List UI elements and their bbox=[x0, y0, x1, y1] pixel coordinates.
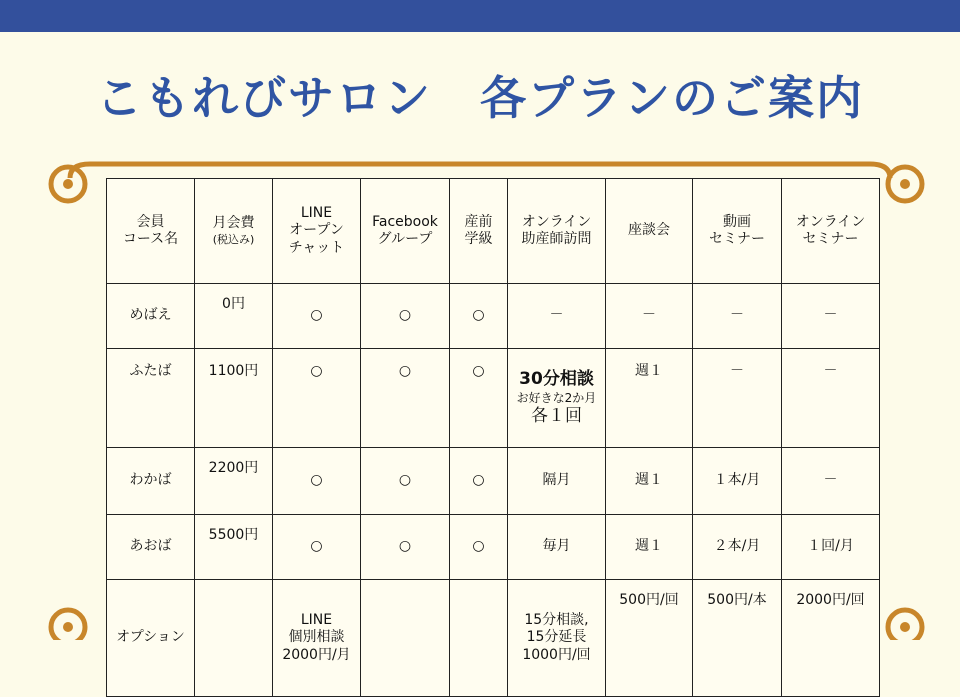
talk-cell: 週１ bbox=[606, 515, 693, 580]
talk-cell: 週１ bbox=[606, 349, 693, 448]
header-course: 会員 コース名 bbox=[107, 179, 195, 284]
table-row bbox=[107, 284, 880, 349]
course-name: わかば bbox=[107, 448, 195, 515]
line-cell: ○ bbox=[273, 284, 361, 349]
fee-cell: 2200円 bbox=[195, 448, 273, 515]
talk-cell: － bbox=[606, 284, 693, 349]
online-visit-cell: － bbox=[508, 284, 606, 349]
fee-cell: 1100円 bbox=[195, 349, 273, 448]
header-facebook: Facebook グループ bbox=[361, 179, 450, 284]
table-row bbox=[107, 448, 880, 515]
header-video: 動画 セミナー bbox=[693, 179, 782, 284]
table-header-row bbox=[107, 179, 880, 284]
online-seminar-cell: － bbox=[782, 284, 880, 349]
video-cell: － bbox=[693, 349, 782, 448]
course-name: ふたば bbox=[107, 349, 195, 448]
table-row-option bbox=[107, 580, 880, 697]
facebook-cell: ○ bbox=[361, 349, 450, 448]
table-row bbox=[107, 349, 880, 448]
course-name: めばえ bbox=[107, 284, 195, 349]
header-talk: 座談会 bbox=[606, 179, 693, 284]
online-visit-cell: 隔月 bbox=[508, 448, 606, 515]
talk-cell: 週１ bbox=[606, 448, 693, 515]
online-seminar-cell: １回/月 bbox=[782, 515, 880, 580]
table-row bbox=[107, 515, 880, 580]
fee-cell: 5500円 bbox=[195, 515, 273, 580]
video-cell: － bbox=[693, 284, 782, 349]
option-video-cell: 500円/本 bbox=[693, 580, 782, 697]
line-cell: ○ bbox=[273, 349, 361, 448]
online-visit-cell: 毎月 bbox=[508, 515, 606, 580]
option-line-cell: LINE 個別相談 2000円/月 bbox=[273, 580, 361, 697]
option-fee-cell bbox=[195, 580, 273, 697]
prenatal-cell: ○ bbox=[450, 349, 508, 448]
video-cell: ２本/月 bbox=[693, 515, 782, 580]
plans-table bbox=[106, 178, 880, 697]
prenatal-cell: ○ bbox=[450, 284, 508, 349]
header-online-visit: オンライン 助産師訪問 bbox=[508, 179, 606, 284]
option-talk-cell: 500円/回 bbox=[606, 580, 693, 697]
facebook-cell: ○ bbox=[361, 284, 450, 349]
option-label: オプション bbox=[107, 580, 195, 697]
header-line: LINE オープン チャット bbox=[273, 179, 361, 284]
course-name: あおば bbox=[107, 515, 195, 580]
line-cell: ○ bbox=[273, 515, 361, 580]
prenatal-cell: ○ bbox=[450, 448, 508, 515]
online-visit-cell: 30分相談 お好きな2か月 各１回 bbox=[508, 349, 606, 448]
option-online-visit-cell: 15分相談, 15分延長 1000円/回 bbox=[508, 580, 606, 697]
prenatal-cell: ○ bbox=[450, 515, 508, 580]
header-prenatal: 産前 学級 bbox=[450, 179, 508, 284]
online-seminar-cell: － bbox=[782, 448, 880, 515]
video-cell: １本/月 bbox=[693, 448, 782, 515]
option-prenatal-cell bbox=[450, 580, 508, 697]
facebook-cell: ○ bbox=[361, 515, 450, 580]
facebook-cell: ○ bbox=[361, 448, 450, 515]
online-seminar-cell: － bbox=[782, 349, 880, 448]
line-cell: ○ bbox=[273, 448, 361, 515]
page-title: こもれびサロン 各プランのご案内 bbox=[96, 71, 864, 125]
option-facebook-cell bbox=[361, 580, 450, 697]
header-fee: 月会費 (税込み) bbox=[195, 179, 273, 284]
fee-cell: 0円 bbox=[195, 284, 273, 349]
option-online-seminar-cell: 2000円/回 bbox=[782, 580, 880, 697]
top-bar bbox=[0, 0, 960, 32]
header-online-seminar: オンライン セミナー bbox=[782, 179, 880, 284]
